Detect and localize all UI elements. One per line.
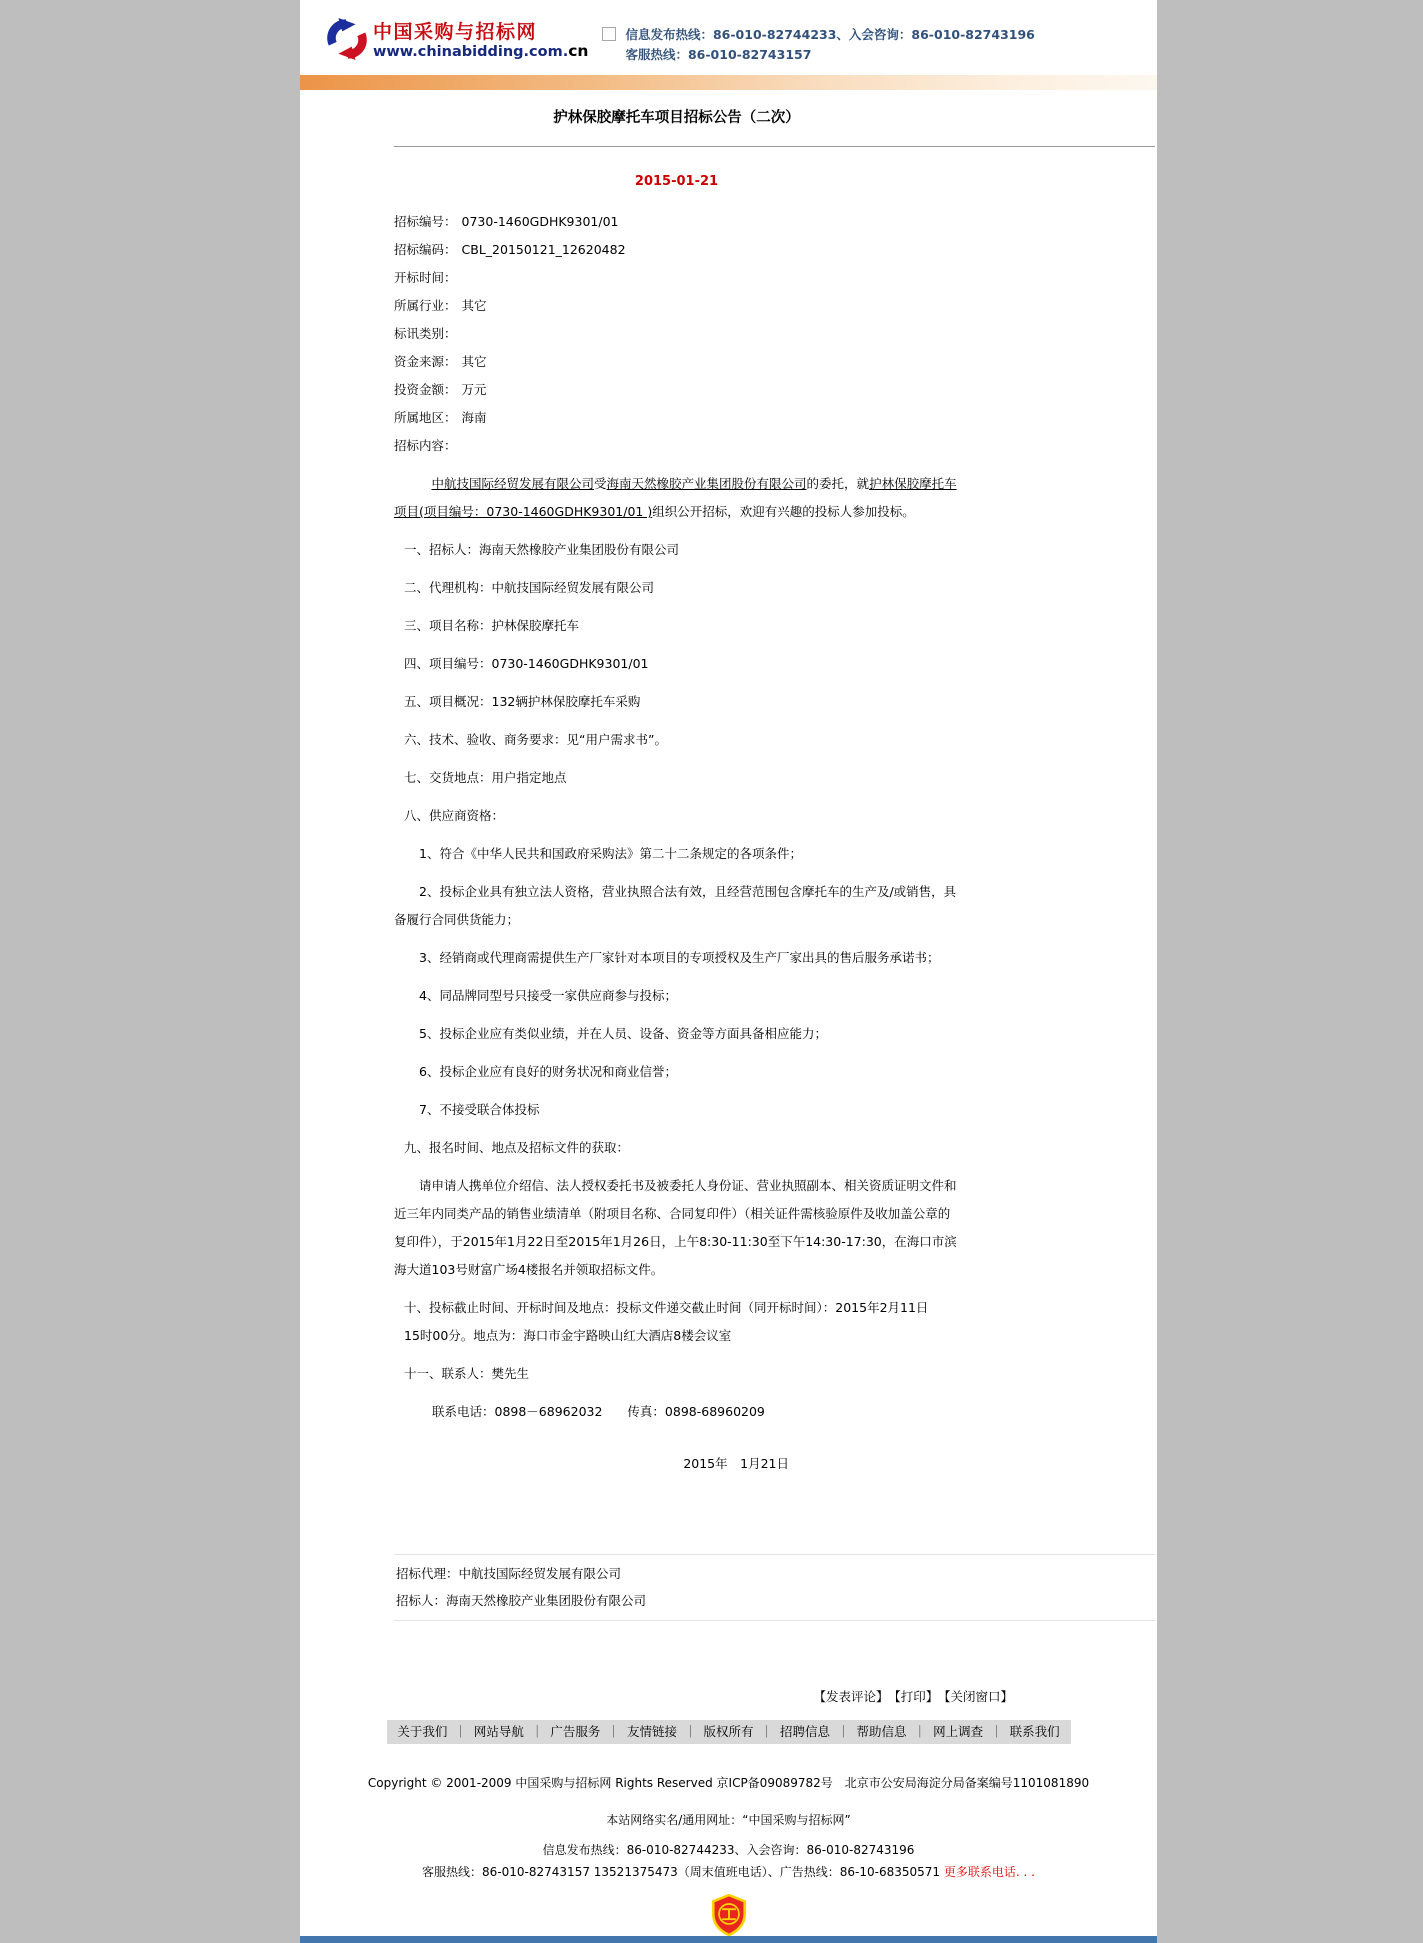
underlined-text: 中航技国际经贸发展有限公司 <box>431 476 595 491</box>
nav-separator: ｜ <box>837 1724 850 1739</box>
publish-date: 2015-01-21 <box>634 174 719 189</box>
announcement-item: 联系电话：0898－68962032 传真：0898-68960209 <box>432 1404 765 1419</box>
announcement-item: 5、投标企业应有类似业绩，并在人员、设备、资金等方面具备相应能力； <box>419 1026 827 1041</box>
announcement-item: 1、符合《中华人民共和国政府采购法》第二十二条规定的各项条件； <box>419 846 802 861</box>
intro-paragraph <box>394 470 959 526</box>
meta-value: 万元 <box>461 382 487 397</box>
announcement-item: 六、技术、验收、商务要求：见“用户需求书”。 <box>404 732 667 747</box>
announcement-document <box>394 106 1155 1705</box>
announcement-item: 五、项目概况：132辆护林保胶摩托车采购 <box>404 694 641 709</box>
meta-row <box>394 292 959 320</box>
header-contact <box>602 18 1034 65</box>
announcement-item: 二、代理机构：中航技国际经贸发展有限公司 <box>404 580 655 595</box>
meta-label: 投资金额： <box>394 382 457 397</box>
meta-row <box>394 320 959 348</box>
footer-hotline-1: 信息发布热线：86-010-82744233、入会咨询：86-010-82743196 <box>542 1843 915 1857</box>
nav-separator: ｜ <box>913 1724 927 1739</box>
meta-label: 所属行业： <box>394 298 457 313</box>
agency-block <box>394 1555 1155 1620</box>
plain-text: 的委托，就 <box>806 476 870 491</box>
items-list <box>394 536 959 1426</box>
title-divider <box>394 146 1155 147</box>
announcement-item: 九、报名时间、地点及招标文件的获取： <box>404 1140 630 1155</box>
announcement-body <box>394 168 959 1478</box>
announcement-item: 6、投标企业应有良好的财务状况和商业信誉； <box>419 1064 677 1079</box>
bottom-bar <box>300 1936 1157 1943</box>
meta-value: 海南 <box>461 410 487 425</box>
meta-label: 标讯类别： <box>394 326 457 341</box>
meta-label: 开标时间： <box>394 270 457 285</box>
announcement-item: 7、不接受联合体投标 <box>419 1102 540 1117</box>
nav-separator: ｜ <box>760 1724 774 1739</box>
accent-bar <box>300 75 1157 90</box>
announcement-item: 十一、联系人：樊先生 <box>404 1366 530 1381</box>
meta-row <box>394 208 959 236</box>
meta-label: 招标编码： <box>394 242 457 257</box>
certification-seal-icon[interactable] <box>711 1894 747 1940</box>
footer-nav <box>387 1720 1071 1744</box>
plain-text: 组织公开招标，欢迎有兴趣的投标人参加投标。 <box>652 504 915 519</box>
nav-separator: ｜ <box>454 1724 467 1739</box>
meta-row <box>394 432 959 460</box>
announcement-item: 一、招标人：海南天然橡胶产业集团股份有限公司 <box>404 542 680 557</box>
action-link[interactable]: 【发表评论】 <box>813 1689 889 1704</box>
meta-label: 资金来源： <box>394 354 457 369</box>
footer-nav-link[interactable]: 网上调查 <box>933 1724 984 1739</box>
meta-row <box>394 236 959 264</box>
site-logo[interactable] <box>326 18 588 64</box>
site-url <box>373 43 588 61</box>
plain-text: 受 <box>594 476 607 491</box>
action-links <box>394 1687 1155 1705</box>
site-url-suffix: cn <box>568 42 589 60</box>
placeholder-box-icon <box>602 27 616 41</box>
content-column <box>300 0 1157 1943</box>
footer-nav-link[interactable]: 关于我们 <box>397 1724 448 1739</box>
announcement-item: 十、投标截止时间、开标时间及地点：投标文件递交截止时间（同开标时间）：2015年2月11日 15时00分。地点为：海口市金宇路映山红大酒店8楼会议室 <box>404 1300 929 1343</box>
action-link[interactable]: 【打印】 <box>894 1689 939 1704</box>
announcement-item: 三、项目名称：护林保胶摩托车 <box>404 618 580 633</box>
footer-nav-link[interactable]: 帮助信息 <box>856 1724 907 1739</box>
nav-separator: ｜ <box>607 1724 620 1739</box>
footer-hotline-2 <box>300 1863 1157 1880</box>
header-hotline-2: 客服热线：86-010-82743157 <box>625 47 812 62</box>
divider <box>394 1620 1155 1621</box>
announcement-item: 七、交货地点：用户指定地点 <box>404 770 567 785</box>
copyright-line: Copyright © 2001-2009 中国采购与招标网 Rights Reserved 京ICP备09089782号 北京市公安局海淀分局备案编号1101081890 <box>367 1776 1090 1790</box>
announcement-item: 2、投标企业具有独立法人资格，营业执照合法有效，且经营范围包含摩托车的生产及/或销售，具备履行合同供货能力； <box>394 884 957 927</box>
meta-row <box>394 376 959 404</box>
more-contacts-link[interactable]: 更多联系电话. . . <box>943 1865 1035 1879</box>
announcement-item: 八、供应商资格： <box>404 808 505 823</box>
meta-list <box>394 208 959 460</box>
footer-nav-link[interactable]: 广告服务 <box>550 1724 601 1739</box>
meta-label: 招标内容： <box>394 438 457 453</box>
meta-row <box>394 348 959 376</box>
meta-row <box>394 404 959 432</box>
meta-value: 0730-1460GDHK9301/01 <box>461 214 619 229</box>
bidder-line: 招标人：海南天然橡胶产业集团股份有限公司 <box>396 1593 647 1608</box>
announcement-item: 4、同品牌同型号只接受一家供应商参与投标； <box>419 988 677 1003</box>
nav-separator: ｜ <box>990 1724 1003 1739</box>
nav-separator: ｜ <box>683 1724 697 1739</box>
meta-value: 其它 <box>461 298 487 313</box>
sign-date: 2015年 1月21日 <box>683 1456 789 1471</box>
page-title: 护林保胶摩托车项目招标公告（二次） <box>553 110 800 126</box>
footer-nav-link[interactable]: 联系我们 <box>1009 1724 1060 1739</box>
footer-nav-link[interactable]: 友情链接 <box>626 1724 677 1739</box>
header-hotline-1: 信息发布热线：86-010-82744233、入会咨询：86-010-82743196 <box>625 27 1035 42</box>
logo-text <box>373 21 588 61</box>
site-name: 中国采购与招标网 <box>373 21 538 43</box>
footer-nav-link[interactable]: 网站导航 <box>473 1724 524 1739</box>
nav-separator: ｜ <box>530 1724 544 1739</box>
action-link[interactable]: 【关闭窗口】 <box>944 1689 1013 1704</box>
agency-line: 招标代理：中航技国际经贸发展有限公司 <box>396 1566 622 1581</box>
meta-value: 其它 <box>461 354 487 369</box>
underlined-text: 护林保胶摩托车项目(项目编号：0730-1460GDHK9301/01 ) <box>394 476 957 519</box>
footer-hotline-2-text: 客服热线：86-010-82743157 13521375473（周末值班电话）、广告热线：86-10-68350571 <box>422 1865 944 1879</box>
footer-nav-link[interactable]: 招聘信息 <box>780 1724 831 1739</box>
meta-label: 所属地区： <box>394 410 457 425</box>
announcement-item: 四、项目编号：0730-1460GDHK9301/01 <box>404 656 649 671</box>
meta-label: 招标编号： <box>394 214 457 229</box>
underlined-text: 海南天然橡胶产业集团股份有限公司 <box>606 476 807 491</box>
site-header <box>300 0 1157 65</box>
meta-value: CBL_20150121_12620482 <box>461 242 626 257</box>
announcement-item: 3、经销商或代理商需提供生产厂家针对本项目的专项授权及生产厂家出具的售后服务承诺书； <box>419 950 940 965</box>
header-hotlines <box>625 25 1034 65</box>
footer-nav-link[interactable]: 版权所有 <box>703 1724 754 1739</box>
site-url-prefix: www.chinabidding.com. <box>373 44 569 60</box>
logo-swirl-icon <box>326 18 368 64</box>
site-alias-line: 本站网络实名/通用网址：“中国采购与招标网” <box>606 1813 851 1827</box>
meta-row <box>394 264 959 292</box>
announcement-item: 请申请人携单位介绍信、法人授权委托书及被委托人身份证、营业执照副本、相关资质证明文件和近三年内同类产品的销售业绩清单（附项目名称、合同复印件）（相关证件需核验原件及收加盖公章的复印件），于2015年1月22日至2015年1月26日，上午8:30-11:30至下午14:30-17:30，在海口市滨海大道103号财富广场4楼报名并领取招标文件。 <box>394 1178 957 1277</box>
